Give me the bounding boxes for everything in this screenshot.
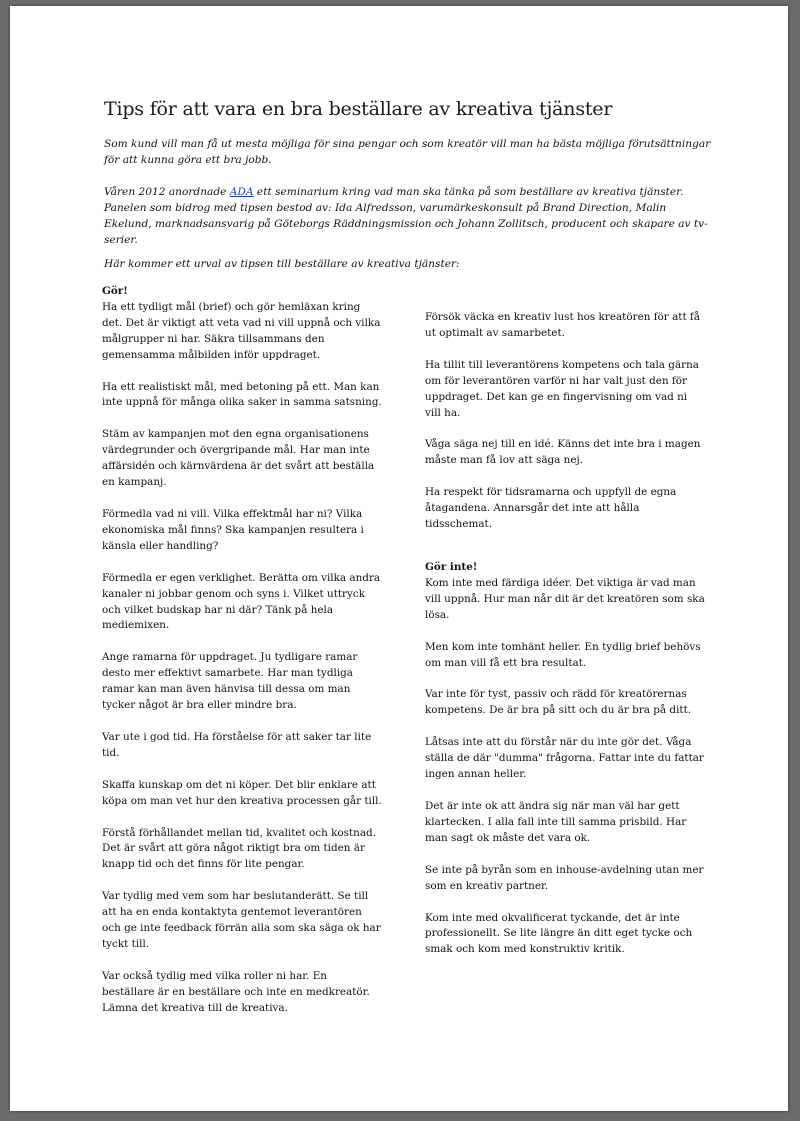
gor-column-continued: [425, 310, 705, 549]
gor-item: Förmedla er egen verklighet. Berätta om vilka andra kanaler ni jobbar genom och syns i. Vilket uttryck och vilket budskap har ni där? Tänk på hela mediemixen.: [102, 571, 381, 632]
gor-item: Ange ramarna för uppdraget. Ju tydligare ramar desto mer effektivt samarbete. Har man tydliga ramar kan man även hänvisa till dessa om man tycker något är bra eller mindre bra.: [102, 651, 358, 712]
gor-inte-item: Låtsas inte att du förstår när du inte gör det. Våga ställa de där "dumma" frågorna. Fattar inte du fattar ingen annan heller.: [425, 736, 704, 781]
intro-text-1: Som kund vill man få ut mesta möjliga för sina pengar och som kreatör vill man ha bästa möjliga förutsättningar för att kunna göra ett bra jobb.: [104, 138, 711, 166]
gor-inte-item: Det är inte ok att ändra sig när man väl har gett klartecken. I alla fall inte till samma prisbild. Har man sagt ok måste det vara ok.: [425, 799, 687, 844]
gor-item: Skaffa kunskap om det ni köper. Det blir enklare att köpa om man vet hur den kreativa processen går till.: [102, 778, 382, 807]
gor-item: Ha ett realistiskt mål, med betoning på ett. Man kan inte uppnå för många olika saker in samma satsning.: [102, 380, 382, 409]
gor-inte-item: Se inte på byrån som en inhouse-avdelning utan mer som en kreativ partner.: [425, 863, 704, 892]
intro-text-2: [104, 184, 714, 248]
gor-item: Förmedla vad ni vill. Vilka effektmål har ni? Vilka ekonomiska mål finns? Ska kampanjen resultera i känsla eller handling?: [102, 507, 364, 552]
gor-heading: Gör!: [102, 285, 128, 297]
gor-item: Stäm av kampanjen mot den egna organisationens värdegrunder och övergripande mål. Har man inte affärsidén och kärnvärdena är det svårt att beställa en kampanj.: [102, 428, 375, 489]
gor-item: Försök väcka en kreativ lust hos kreatören för att få ut optimalt av samarbetet.: [425, 311, 700, 339]
ada-link[interactable]: ADA: [229, 186, 254, 198]
gor-inte-item: Men kom inte tomhänt heller. En tydlig brief behövs om man vill få ett bra resultat.: [425, 640, 701, 669]
intro-text-2-before: Våren 2012 anordnade: [104, 186, 230, 198]
intro-text-3: Här kommer ett urval av tipsen till beställare av kreativa tjänster:: [104, 258, 460, 270]
document-page: [10, 6, 788, 1111]
gor-inte-item: Kom inte med okvalificerat tyckande, det är inte professionellt. Se lite längre än ditt eget tycke och smak och kom med konstruktiv kritik.: [425, 911, 693, 956]
gor-item: Förstå förhållandet mellan tid, kvalitet och kostnad. Det är svårt att göra något riktigt bra om tiden är knapp tid och det finns för lite pengar.: [102, 826, 377, 871]
gor-item: Ha tillit till leverantörens kompetens och tala gärna om för leverantören varför ni har valt just den för uppdraget. Det kan ge en fingervisning om vad ni vill ha.: [425, 358, 699, 419]
page-title: Tips för att vara en bra beställare av kreativa tjänster: [104, 98, 613, 120]
gor-item: Våga säga nej till en idé. Känns det inte bra i magen måste man få lov att säga nej.: [425, 438, 701, 467]
intro-paragraph-3: [104, 256, 714, 272]
gor-item: Var också tydlig med vilka roller ni har. En beställare är en beställare och inte en medkreatör. Lämna det kreativa till de kreativa.: [102, 969, 370, 1014]
intro-paragraph-1: [104, 136, 714, 168]
gor-inte-item: Var inte för tyst, passiv och rädd för kreatörernas kompetens. De är bra på sitt och du är bra på ditt.: [425, 688, 692, 717]
intro-text-2-after: ett seminarium kring vad man ska tänka på som beställare av kreativa tjänster. Panelen som bidrog med tipsen bestod av: Ida Alfredsson, varumärkeskonsult på Brand Direction, Malin Ekelund, marknadsansvarig på Göteborgs Räddningsmission och Johann Zollitsch, producent och skapare av tv-serier.: [104, 186, 708, 246]
gor-inte-item: Kom inte med färdiga idéer. Det viktiga är vad man vill uppnå. Hur man når dit är det kreatören som ska lösa.: [425, 576, 705, 621]
gor-item: Var ute i god tid. Ha förståelse för att saker tar lite tid.: [102, 730, 372, 759]
gor-item: Var tydlig med vem som har beslutanderätt. Se till att ha en enda kontaktyta gentemot leverantören och ge inte feedback förrän alla som ska säga ok har tyckt till.: [102, 890, 381, 950]
gor-inte-heading: Gör inte!: [425, 561, 478, 573]
gor-inte-column: [425, 560, 705, 974]
gor-item: Ha respekt för tidsramarna och uppfyll de egna åtagandena. Annarsgår det inte att hålla tidsschemat.: [425, 486, 677, 531]
gor-item: Ha ett tydligt mål (brief) och gör hemläxan kring det. Det är viktigt att veta vad ni vill uppnå och vilka målgrupper ni har. Säkra tillsammans den gemensamma målbilden inför uppdraget.: [102, 300, 381, 361]
gor-column: [102, 284, 382, 1033]
intro-paragraph-2: [104, 184, 714, 248]
